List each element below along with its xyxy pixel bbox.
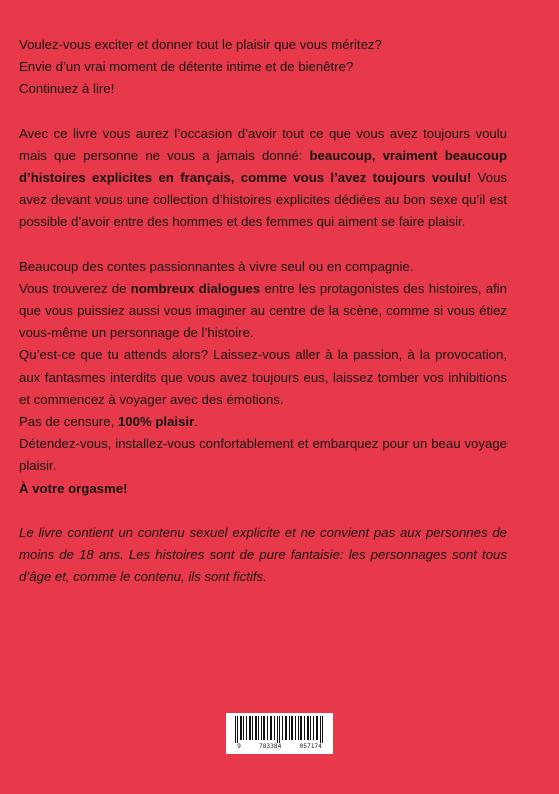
dialogues-text-a: Vous trouverez de [19,280,131,296]
intro-line-1: Voulez-vous exciter et donner tout le plaisir que vous méritez? [19,37,382,52]
isbn-barcode [226,713,333,754]
intro-line-2: Envie d’un vrai moment de détente intime et de bienêtre? [19,59,354,75]
spacer [19,234,507,256]
paragraph-1-text-a: Avec ce livre vous aurez l’occasion d’avoir tout ce que vous avez toujours voulu mais que personne ne vous a jamais donné: [19,125,507,163]
paragraph-2-line-2 [19,278,507,345]
dialogues-bold: nombreux dialogues [130,280,261,296]
barcode-group-right: 057174 [299,743,322,750]
paragraph-1 [19,123,507,234]
paragraph-1-text-b: Vous avez devant vous une collection d’histoires explicites dédiées au bon sexe qu’il est possible d’avoir entre des hommes et des femmes qui aiment se faire plaisir. [19,170,507,230]
censure-period: . [194,414,198,430]
paragraph-2-line-1: Beaucoup des contes passionnantes à vivre seul ou en compagnie. [19,258,414,274]
paragraph-2-line-4 [19,411,507,433]
dialogues-text-b: entre les protagonistes des histoires, afin que vous puissiez aussi vous imaginer au centre de la scène, comme si vous étiez vous-même un personnage de l’histoire. [19,280,508,341]
barcode-digits [226,743,333,750]
spacer [19,101,507,123]
closing-line: À votre orgasme! [19,480,128,496]
spacer [19,500,507,522]
intro-line-3: Continuez à lire! [19,81,115,97]
barcode-digit-first: 9 [237,743,241,750]
blurb [19,34,507,588]
paragraph-2-line-5: Détendez-vous, installez-vous confortablement et embarquez pour un beau voyage plaisir. [19,436,507,474]
censure-text: Pas de censure, [19,414,118,430]
plaisir-bold: 100% plaisir [117,414,195,430]
paragraph-1-bold: beaucoup, vraiment beaucoup d’histoires explicites en français, comme vous l’avez toujours voulu! [19,147,507,186]
disclaimer: Le livre contient un contenu sexuel explicite et ne convient pas aux personnes de moins de 18 ans. Les histoires sont de pure fantaisie: les personnages sont tous d’âge et, comme le contenu, ils sont fictifs. [19,524,507,585]
barcode-group-left: 783384 [258,743,282,750]
paragraph-2-line-3: Qu’est-ce que tu attends alors? Laissez-vous aller à la passion, à la provocation, aux fantasmes interdits que vous avez toujours eus, laissez tomber vos inhibitions et commencez à voyager avec des émotions. [19,347,507,407]
